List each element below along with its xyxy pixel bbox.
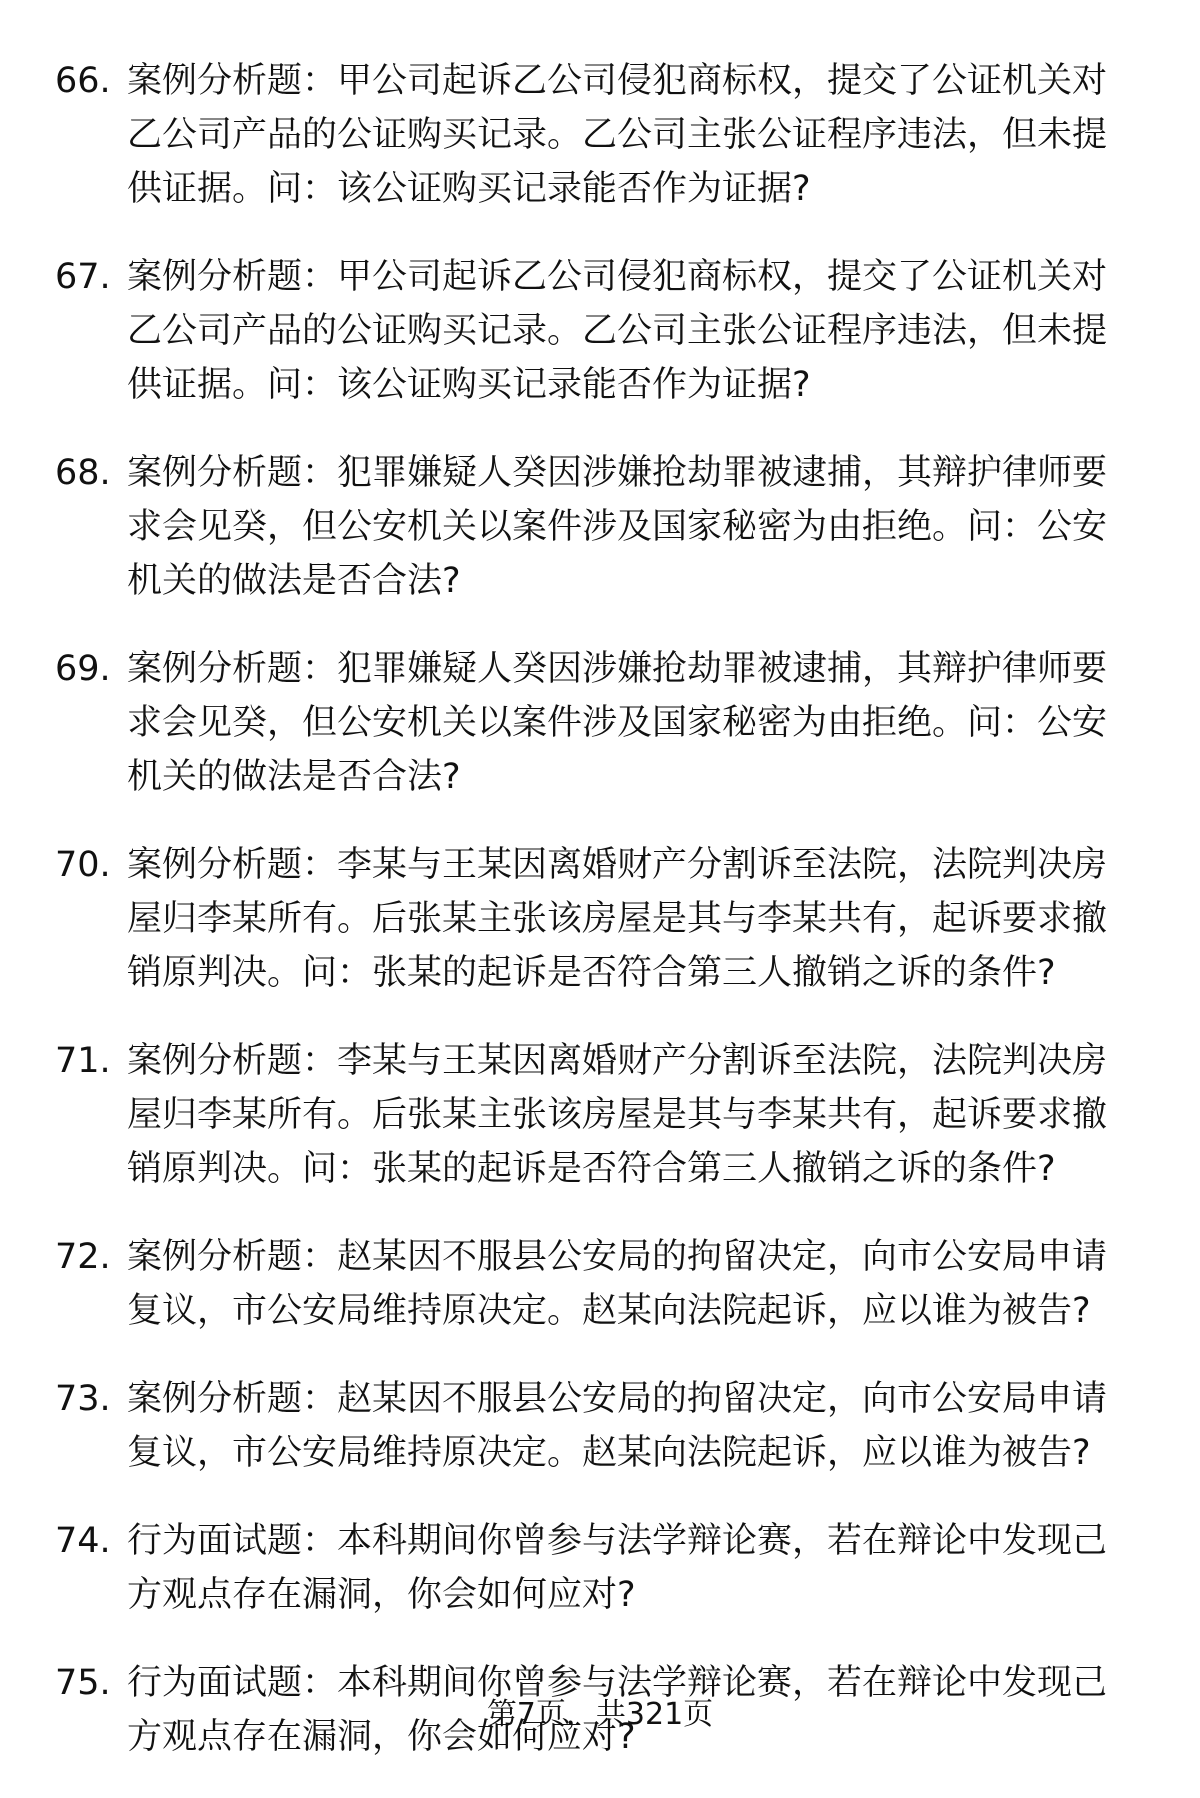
question-text: 案例分析题：赵某因不服县公安局的拘留决定，向市公安局申请复议，市公安局维持原决定。赵某向法院起诉，应以谁为被告? [127,1237,1108,1331]
question-item [0,1034,1200,1196]
question-list [0,54,1200,1798]
question-number: 67. [55,257,111,297]
question-number: 66. [55,61,111,101]
question-text: 行为面试题：本科期间你曾参与法学辩论赛，若在辩论中发现己方观点存在漏洞，你会如何应对? [127,1521,1108,1615]
question-item [0,642,1200,804]
question-item [0,1514,1200,1622]
question-text: 案例分析题：甲公司起诉乙公司侵犯商标权，提交了公证机关对乙公司产品的公证购买记录。乙公司主张公证程序违法，但未提供证据。问：该公证购买记录能否作为证据? [127,61,1108,209]
question-number: 70. [55,845,111,885]
question-item [0,1230,1200,1338]
question-number: 69. [55,649,111,689]
question-item [0,446,1200,608]
question-item [0,838,1200,1000]
question-number: 73. [55,1379,111,1419]
page-number-footer: 第7页，共321页 [486,1697,714,1732]
question-text: 案例分析题：甲公司起诉乙公司侵犯商标权，提交了公证机关对乙公司产品的公证购买记录。乙公司主张公证程序违法，但未提供证据。问：该公证购买记录能否作为证据? [127,257,1108,405]
question-number: 68. [55,453,111,493]
question-item [0,250,1200,412]
question-number: 71. [55,1041,111,1081]
question-text: 案例分析题：犯罪嫌疑人癸因涉嫌抢劫罪被逮捕，其辩护律师要求会见癸，但公安机关以案件涉及国家秘密为由拒绝。问：公安机关的做法是否合法? [127,453,1108,601]
question-item [0,54,1200,216]
question-text: 案例分析题：李某与王某因离婚财产分割诉至法院，法院判决房屋归李某所有。后张某主张该房屋是其与李某共有，起诉要求撤销原判决。问：张某的起诉是否符合第三人撤销之诉的条件? [127,1041,1108,1189]
question-text: 案例分析题：赵某因不服县公安局的拘留决定，向市公安局申请复议，市公安局维持原决定。赵某向法院起诉，应以谁为被告? [127,1379,1108,1473]
question-text: 行为面试题：本科期间你曾参与法学辩论赛，若在辩论中发现己方观点存在漏洞，你会如何应对? [127,1663,1108,1757]
question-item [0,1372,1200,1480]
question-text: 案例分析题：犯罪嫌疑人癸因涉嫌抢劫罪被逮捕，其辩护律师要求会见癸，但公安机关以案件涉及国家秘密为由拒绝。问：公安机关的做法是否合法? [127,649,1108,797]
question-number: 75. [55,1663,111,1703]
question-number: 72. [55,1237,111,1277]
question-number: 74. [55,1521,111,1561]
question-text: 案例分析题：李某与王某因离婚财产分割诉至法院，法院判决房屋归李某所有。后张某主张该房屋是其与李某共有，起诉要求撤销原判决。问：张某的起诉是否符合第三人撤销之诉的条件? [127,845,1108,993]
